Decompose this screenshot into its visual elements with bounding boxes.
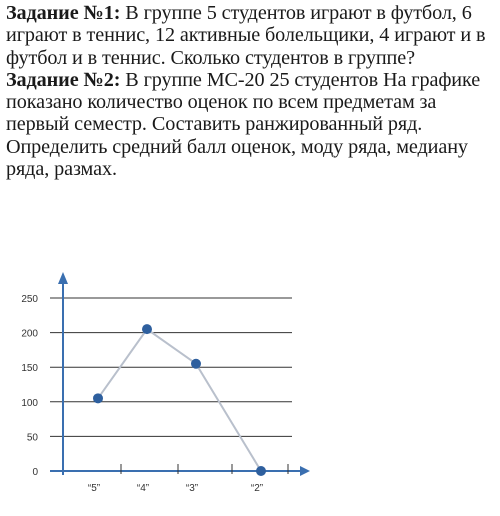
y-tick-label: 200 xyxy=(21,328,38,340)
y-tick-label: 250 xyxy=(21,294,38,305)
y-tick-label: 150 xyxy=(21,363,38,375)
task-text xyxy=(6,2,496,180)
data-point xyxy=(191,359,201,369)
data-point xyxy=(93,393,103,403)
task-1 xyxy=(6,2,496,69)
task-2 xyxy=(6,69,496,180)
task-1-label: Задание №1: xyxy=(6,2,121,24)
grades-chart-svg xyxy=(0,270,500,511)
x-axis-arrow xyxy=(300,466,310,476)
x-tick-label: “3” xyxy=(185,483,199,494)
data-point xyxy=(256,466,266,476)
grades-chart xyxy=(0,270,500,511)
x-tick-label: “5” xyxy=(87,483,101,494)
task-2-text: В группе МС-20 25 студентов На графике показано количество оценок по всем предметам за первый семестр. Составить ранжированный ряд. Определить средний балл оценок, моду ряда, медиану ряда, размах. xyxy=(6,68,481,181)
task-1-text: В группе 5 студентов играют в футбол, 6 играют в теннис, 12 активные болельщики, 4 играют и в футбол и в теннис. Сколько студентов в группе? xyxy=(6,2,486,69)
x-tick-label: “4” xyxy=(136,483,150,494)
y-tick-label: 0 xyxy=(32,467,38,478)
y-tick-label: 100 xyxy=(21,397,38,409)
x-tick-label: “2” xyxy=(250,483,264,494)
series-line xyxy=(98,329,261,471)
y-tick-label: 50 xyxy=(26,432,38,444)
y-axis-arrow xyxy=(58,272,68,284)
data-point xyxy=(142,324,152,334)
task-2-label: Задание №2: xyxy=(6,68,121,91)
